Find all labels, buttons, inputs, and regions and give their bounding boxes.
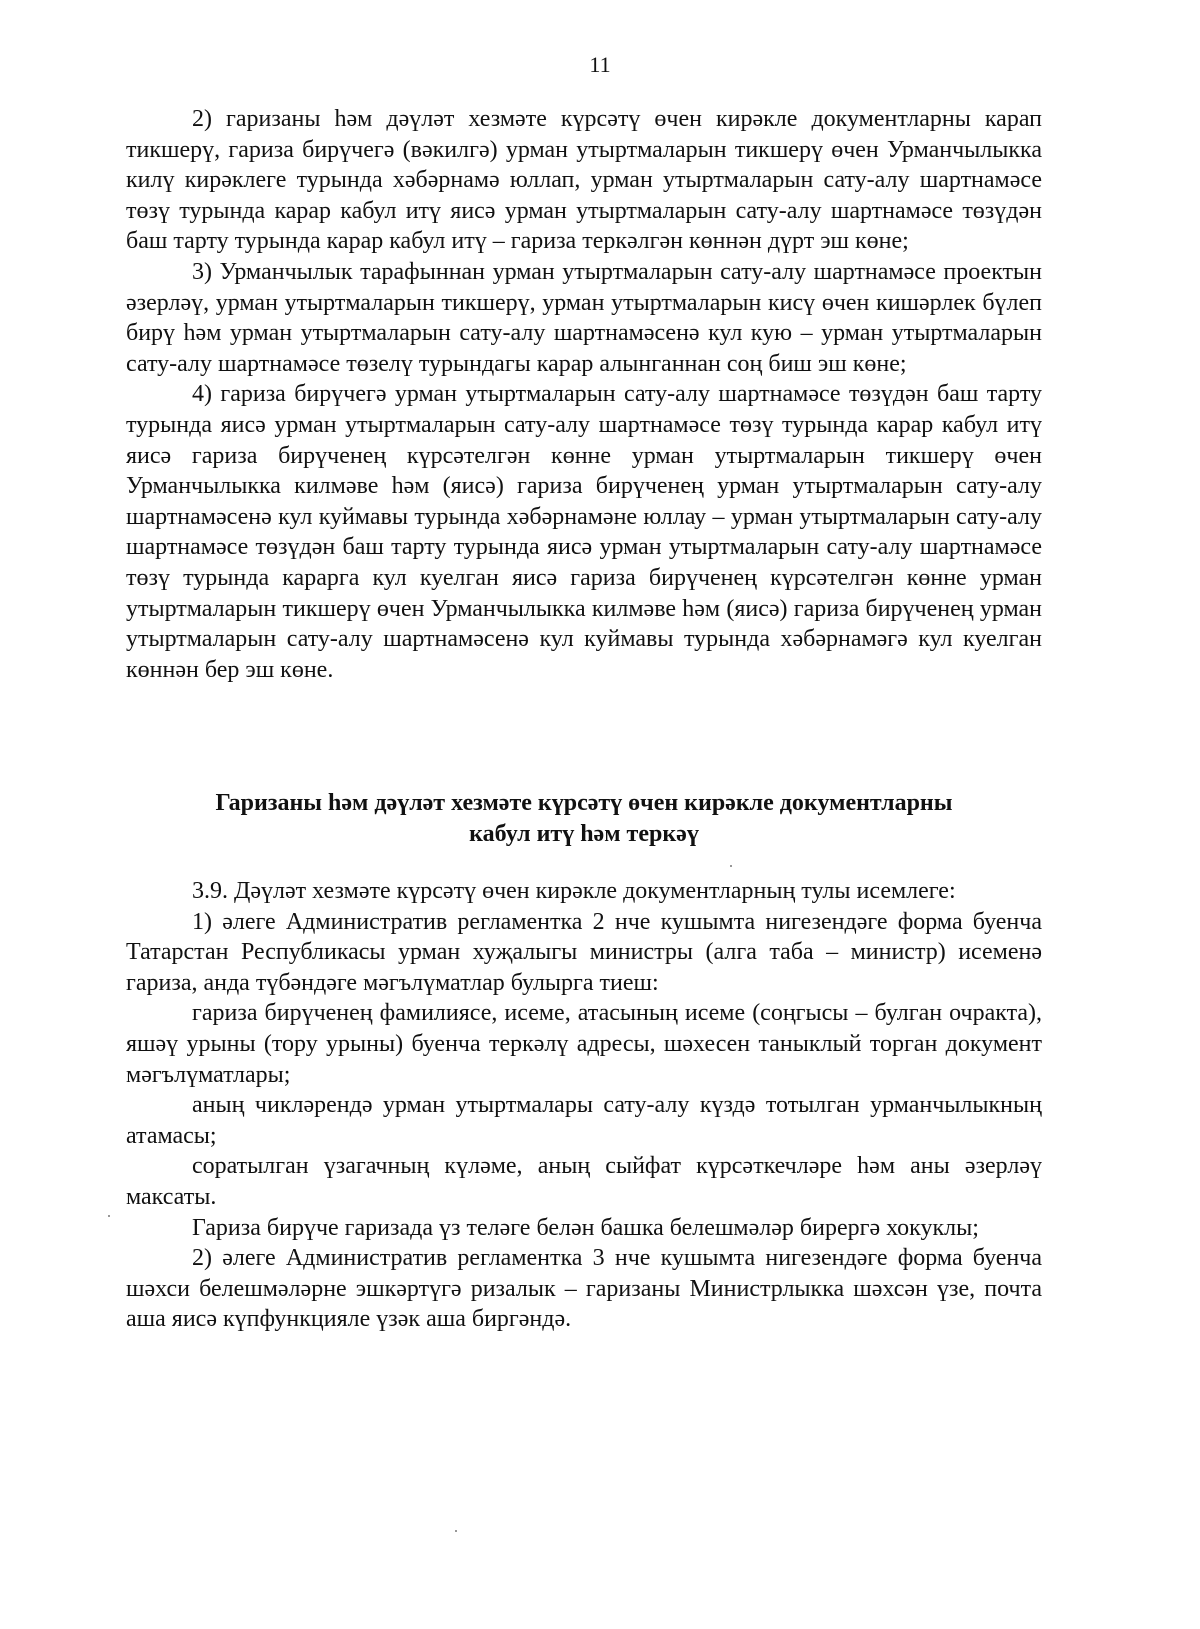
scan-speck (108, 1215, 110, 1217)
paragraph-forestry-name: аның чикләрендә урман утыртмалары сату-алу күздә тотылган урманчылыкның атамасы; (126, 1092, 1042, 1149)
paragraph-additional-info: Гариза бирүче гаризада үз теләге белән башка белешмәләр бирергә хокуклы; (192, 1214, 979, 1241)
paragraph-list-item-2: 2) әлеге Административ регламентка 3 нче кушымта нигезендәге форма буенча шәхси белешмәләрне эшкәртүгә ризалык – гаризаны Министрлыкка шәхсән үзе, почта аша яисә күпфункцияле үзәк аша биргәндә. (126, 1245, 1042, 1333)
paragraph-item-2: 2) гаризаны һәм дәүләт хезмәте күрсәтү өчен кирәкле документларны карап тикшерү, гариза бирүчегә (вәкилгә) урман утыртмаларын тикшерү өчен Урманчылыкка килү кирәклеге турында хәбәрнамә юллап, урман утыртмаларын сату-алу шартнамәсе төзү турында карар кабул итү яисә урман утыртмаларын сату-алу шартнамәсе төзүдән баш тарту турында карар кабул итү – гариза теркәлгән көннән дүрт эш көне; (126, 106, 1042, 255)
section-heading-line-1: Гаризаны һәм дәүләт хезмәте күрсәтү өчен кирәкле документларны (215, 790, 953, 816)
scan-speck (730, 865, 732, 867)
paragraph-timber-volume: соратылган үзагачның күләме, аның сыйфат күрсәткечләре һәм аны әзерләү максаты. (126, 1153, 1042, 1210)
top-paragraphs (126, 104, 1042, 685)
bottom-paragraphs (126, 876, 1042, 1335)
scan-speck (455, 1530, 457, 1532)
page-number: 11 (589, 52, 611, 77)
section-heading-line-2: кабул итү һәм теркәү (469, 820, 699, 847)
paragraph-item-3: 3) Урманчылык тарафыннан урман утыртмаларын сату-алу шартнамәсе проектын әзерләү, урман утыртмаларын тикшерү, урман утыртмаларын кисү өчен кишәрлек бүлеп бирү һәм урман утыртмаларын сату-алу шартнамәсенә кул кую – урман утыртмаларын сату-алу шартнамәсе төзелү турындагы карар алынганнан соң биш эш көне; (126, 258, 1042, 377)
paragraph-applicant-details: гариза бирүченең фамилиясе, исеме, атасының исеме (соңгысы – булган очракта), яшәү урыны (тору урыны) буенча теркәлү адресы, шәхесен таныклый торган документ мәгълүматлары; (126, 1000, 1042, 1088)
paragraph-3-9: 3.9. Дәүләт хезмәте күрсәтү өчен кирәкле документларның тулы исемлеге: (192, 878, 956, 904)
paragraph-item-4: 4) гариза бирүчегә урман утыртмаларын сату-алу шартнамәсе төзүдән баш тарту турында яисә урман утыртмаларын сату-алу шартнамәсе төзү турында карар кабул итү яисә гариза бирүченең күрсәтелгән көнне урман утыртмаларын тикшерү өчен Урманчылыкка килмәве һәм (яисә) гариза бирүченең урман утыртмаларын сату-алу шартнамәсенә кул куймавы турында хәбәрнамәне юллау – урман утыртмаларын сату-алу шартнамәсе төзүдән баш тарту турында яисә урман утыртмаларын сату-алу шартнамәсе төзү турында карарга кул куелган яисә гариза бирүченең күрсәтелгән көнне урман утыртмаларын тикшерү өчен Урманчылыкка килмәве һәм (яисә) гариза бирүченең урман утыртмаларын сату-алу шартнамәсенә кул куймавы турында хәбәрнамәгә кул куелган көннән бер эш көне. (126, 381, 1042, 683)
section-heading (126, 788, 1042, 849)
paragraph-list-item-1: 1) әлеге Административ регламентка 2 нче кушымта нигезендәге форма буенча Татарстан Республикасы урман хуҗалыгы министры (алга таба – министр) исеменә гариза, анда түбәндәге мәгълүматлар булырга тиеш: (126, 908, 1042, 996)
